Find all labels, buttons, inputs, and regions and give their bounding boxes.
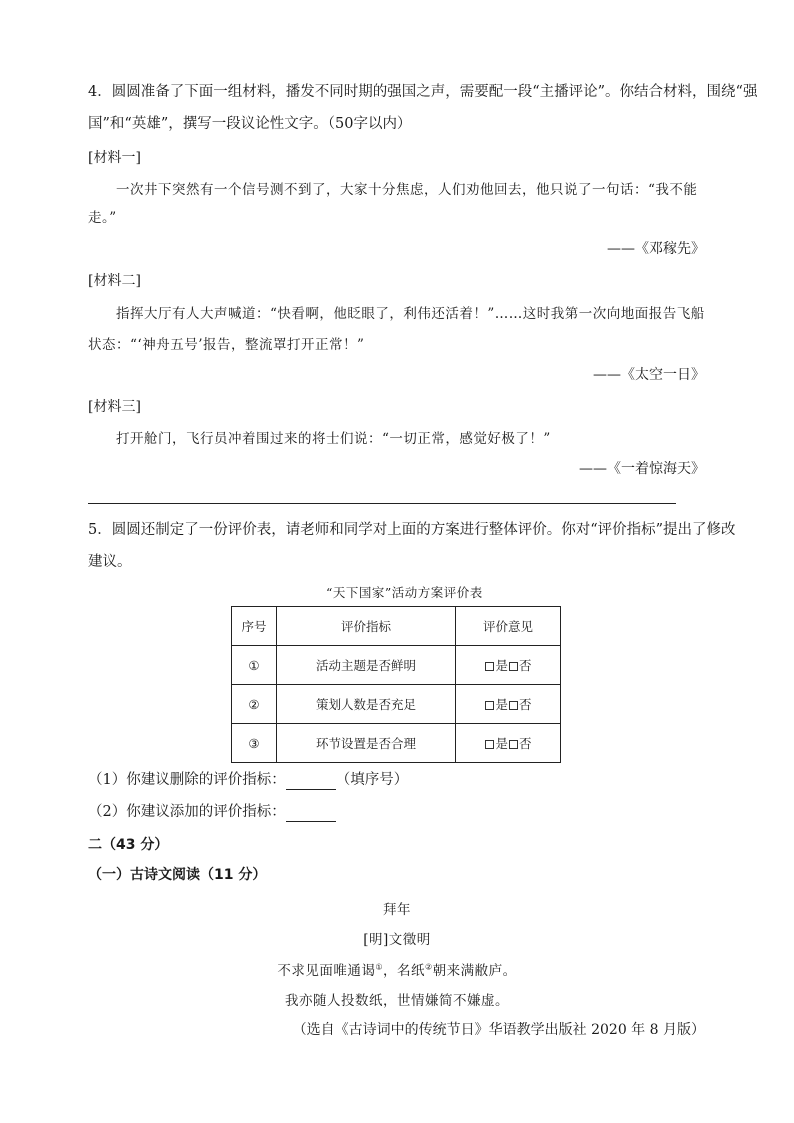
row-number: ③ [232, 724, 277, 763]
q5-sub-1 [88, 770, 408, 790]
poem-line-1 [0, 959, 794, 979]
row-number: ② [232, 685, 277, 724]
footnote-2-marker: ② [425, 962, 433, 972]
evaluation-table [231, 606, 561, 763]
no-label: 否 [519, 697, 532, 712]
no-label: 否 [519, 736, 532, 751]
poem-line-1-part-1: 不求见面唯通谒 [277, 963, 376, 979]
material-2-label: [材料二] [88, 273, 141, 289]
yes-label: 是 [495, 736, 508, 751]
material-2-text-line-2: 状态：“‘神舟五号’报告，整流罩打开正常！” [88, 337, 365, 353]
sub-1-prefix: （1）你建议删除的评价指标： [88, 772, 286, 788]
sub-2-prefix: （2）你建议添加的评价指标： [88, 804, 286, 820]
poem-title: 拜年 [383, 902, 411, 918]
yes-checkbox[interactable] [485, 740, 494, 749]
poem-author: [明]文徵明 [363, 932, 431, 948]
material-3-source: ——《一着惊海天》 [579, 461, 705, 477]
material-3-label: [材料三] [88, 399, 141, 415]
q5-line-2: 建议。 [88, 554, 132, 570]
header-number: 序号 [232, 607, 277, 646]
table-row [232, 685, 561, 724]
q5-sub-2 [88, 802, 336, 822]
no-checkbox[interactable] [509, 740, 518, 749]
row-opinion [456, 646, 561, 685]
table-row [232, 724, 561, 763]
poem-source: （选自《古诗词中的传统节日》华语教学出版社 2020 年 8 月版） [292, 1022, 705, 1038]
material-2-source: ——《太空一日》 [593, 367, 705, 383]
q4-line-2: 国”和“英雄”，撰写一段议论性文字。（50字以内） [88, 116, 412, 132]
no-checkbox[interactable] [509, 701, 518, 710]
material-1-label: [材料一] [88, 150, 141, 166]
row-number: ① [232, 646, 277, 685]
section-2-subheading: （一）古诗文阅读（11 分） [88, 867, 267, 883]
yes-label: 是 [495, 697, 508, 712]
poem-line-1-part-3: 朝来满敝庐。 [432, 963, 517, 979]
row-opinion [456, 724, 561, 763]
row-indicator: 策划人数是否充足 [277, 685, 456, 724]
poem-line-2: 我亦随人投数纸，世情嫌简不嫌虚。 [285, 993, 509, 1009]
section-2-heading: 二（43 分） [88, 837, 169, 853]
row-opinion [456, 685, 561, 724]
no-label: 否 [519, 658, 532, 673]
table-row [232, 646, 561, 685]
header-opinion: 评价意见 [456, 607, 561, 646]
yes-checkbox[interactable] [485, 662, 494, 671]
table-title: “天下国家”活动方案评价表 [326, 585, 483, 600]
no-checkbox[interactable] [509, 662, 518, 671]
material-1-text-line-1: 一次井下突然有一个信号测不到了，大家十分焦虑，人们劝他回去，他只说了一句话：“我不能 [116, 182, 698, 198]
q4-line-1: 4．圆圆准备了下面一组材料，播发不同时期的强国之声，需要配一段“主播评论”。你结合材料，围绕“强 [88, 84, 758, 100]
material-1-text-line-2: 走。” [88, 210, 117, 226]
yes-checkbox[interactable] [485, 701, 494, 710]
row-indicator: 活动主题是否鲜明 [277, 646, 456, 685]
sub-1-suffix: （填序号） [335, 772, 409, 788]
sub-2-blank[interactable] [286, 807, 336, 822]
table-header-row [232, 607, 561, 646]
q5-line-1: 5．圆圆还制定了一份评价表，请老师和同学对上面的方案进行整体评价。你对“评价指标”提出了修改 [88, 522, 736, 538]
sub-1-blank[interactable] [286, 775, 336, 790]
header-indicator: 评价指标 [277, 607, 456, 646]
material-1-source: ——《邓稼先》 [607, 241, 705, 257]
material-2-text-line-1: 指挥大厅有人大声喊道：“快看啊，他眨眼了，利伟还活着！”……这时我第一次向地面报告飞船 [116, 306, 705, 322]
material-3-text-line-1: 打开舱门，飞行员冲着围过来的将士们说：“一切正常，感觉好极了！” [116, 431, 551, 447]
row-indicator: 环节设置是否合理 [277, 724, 456, 763]
yes-label: 是 [495, 658, 508, 673]
footnote-1-marker: ① [375, 962, 383, 972]
answer-line[interactable] [88, 503, 676, 504]
poem-line-1-part-2: ，名纸 [383, 963, 425, 979]
